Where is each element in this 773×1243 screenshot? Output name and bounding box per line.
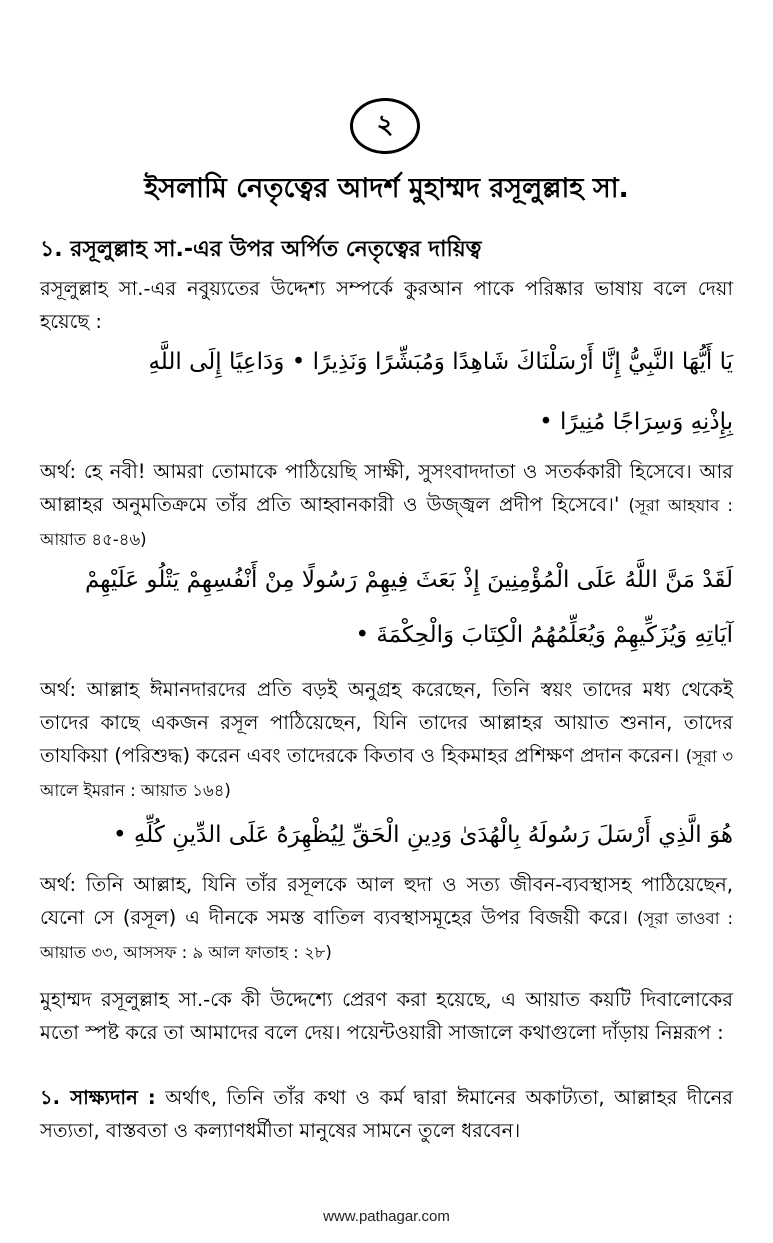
meaning-2-text: অর্থ: আল্লাহ ঈমানদারদের প্রতি বড়ই অনুগ্রহ করেছেন, তিনি স্বয়ং তাদের মধ্য থেকেই তাদের কাছে একজন রসূল পাঠিয়েছেন, যিনি তাদের আল্লাহর আয়াত শুনান, তাদের তাযকিয়া (পরিশুদ্ধ) করেন এবং তাদেরকে কিতাব ও হিকমাহর প্রশিক্ষণ প্রদান করেন।	[40, 678, 733, 767]
point-1-text: অর্থাৎ, তিনি তাঁর কথা ও কর্ম দ্বারা ঈমানের অকাট্যতা, আল্লাহর দীনের সত্যতা, বাস্তবতা ও কল্যাণধর্মীতা মানুষের সামনে তুলে ধরবেন।	[40, 1086, 733, 1142]
section-heading: ১. রসূলুল্লাহ সা.-এর উপর অর্পিত নেতৃত্বের দায়িত্ব	[40, 237, 482, 262]
verse-3: هُوَ الَّذِي أَرْسَلَ رَسُولَهُ بِالْهُدَىٰ وَدِينِ الْحَقِّ لِيُظْهِرَهُ عَلَى الدِّينِ كُلِّهِ •	[113, 822, 733, 848]
point-1	[40, 1081, 733, 1147]
summary-paragraph: মুহাম্মদ রসূলুল্লাহ সা.-কে কী উদ্দেশ্যে প্রেরণ করা হয়েছে, এ আয়াত কয়টি দিবালোকের মতো স্পষ্ট করে তা আমাদের বলে দেয়। পয়েন্টওয়ারী সাজালে কথাগুলো দাঁড়ায় নিম্নরূপ :	[40, 988, 733, 1044]
point-1-label: ১. সাক্ষ্যদান :	[40, 1086, 156, 1109]
meaning-3-reference: (সূরা তাওবা : আয়াত ৩৩, আসসফ : ৯ আল ফাতাহ : ২৮)	[40, 909, 734, 962]
meaning-3-text: অর্থ: তিনি আল্লাহ, যিনি তাঁর রসূলকে আল হুদা ও সত্য জীবন-ব্যবস্থাসহ পাঠিয়েছেন, যেনো সে (রসূল) এ দীনকে সমস্ত বাতিল ব্যবস্থাসমূহের উপর বিজয়ী করে।	[40, 873, 733, 929]
meaning-1-text: অর্থ: হে নবী! আমরা তোমাকে পাঠিয়েছি সাক্ষী, সুসংবাদদাতা ও সতর্ককারী হিসেবে। আর আল্লাহর অনুমতিক্রমে তাঁর প্রতি আহ্বানকারী ও উজ্জ্বল প্রদীপ হিসেবে।'	[40, 460, 733, 516]
chapter-number-badge	[350, 98, 420, 154]
intro-paragraph: রসূলুল্লাহ সা.-এর নবুয়্যতের উদ্দেশ্য সম্পর্কে কুরআন পাকে পরিষ্কার ভাষায় বলে দেয়া হয়েছে :	[40, 277, 733, 333]
verse-1-line-2: بِإِذْنِهِ وَسِرَاجًا مُنِيرًا •	[539, 409, 733, 435]
meaning-2-reference: (সূরা ৩ আলে ইমরান : আয়াত ১৬৪)	[40, 747, 734, 800]
meaning-1	[40, 455, 733, 556]
footer-url: www.pathagar.com	[323, 1208, 450, 1225]
chapter-title: ইসলামি নেতৃত্বের আদর্শ মুহাম্মদ রসূলুল্লাহ সা.	[144, 173, 629, 204]
meaning-2	[40, 673, 733, 807]
meaning-3	[40, 868, 733, 969]
meaning-1-reference: (সূরা আহযাব : আয়াত ৪৫-৪৬)	[40, 496, 733, 549]
verse-2-line-2: آيَاتِهِ وَيُزَكِّيهِمْ وَيُعَلِّمُهُمُ الْكِتَابَ وَالْحِكْمَةَ •	[355, 622, 733, 648]
verse-1-line-1: يَا أَيُّهَا النَّبِيُّ إِنَّا أَرْسَلْنَاكَ شَاهِدًا وَمُبَشِّرًا وَنَذِيرًا • وَدَاعِيًا إِلَى اللَّهِ	[148, 349, 733, 375]
chapter-number: ২	[376, 110, 394, 140]
verse-2-line-1: لَقَدْ مَنَّ اللَّهُ عَلَى الْمُؤْمِنِينَ إِذْ بَعَثَ فِيهِمْ رَسُولًا مِنْ أَنْفُسِهِمْ يَتْلُو عَلَيْهِمْ	[84, 567, 733, 593]
